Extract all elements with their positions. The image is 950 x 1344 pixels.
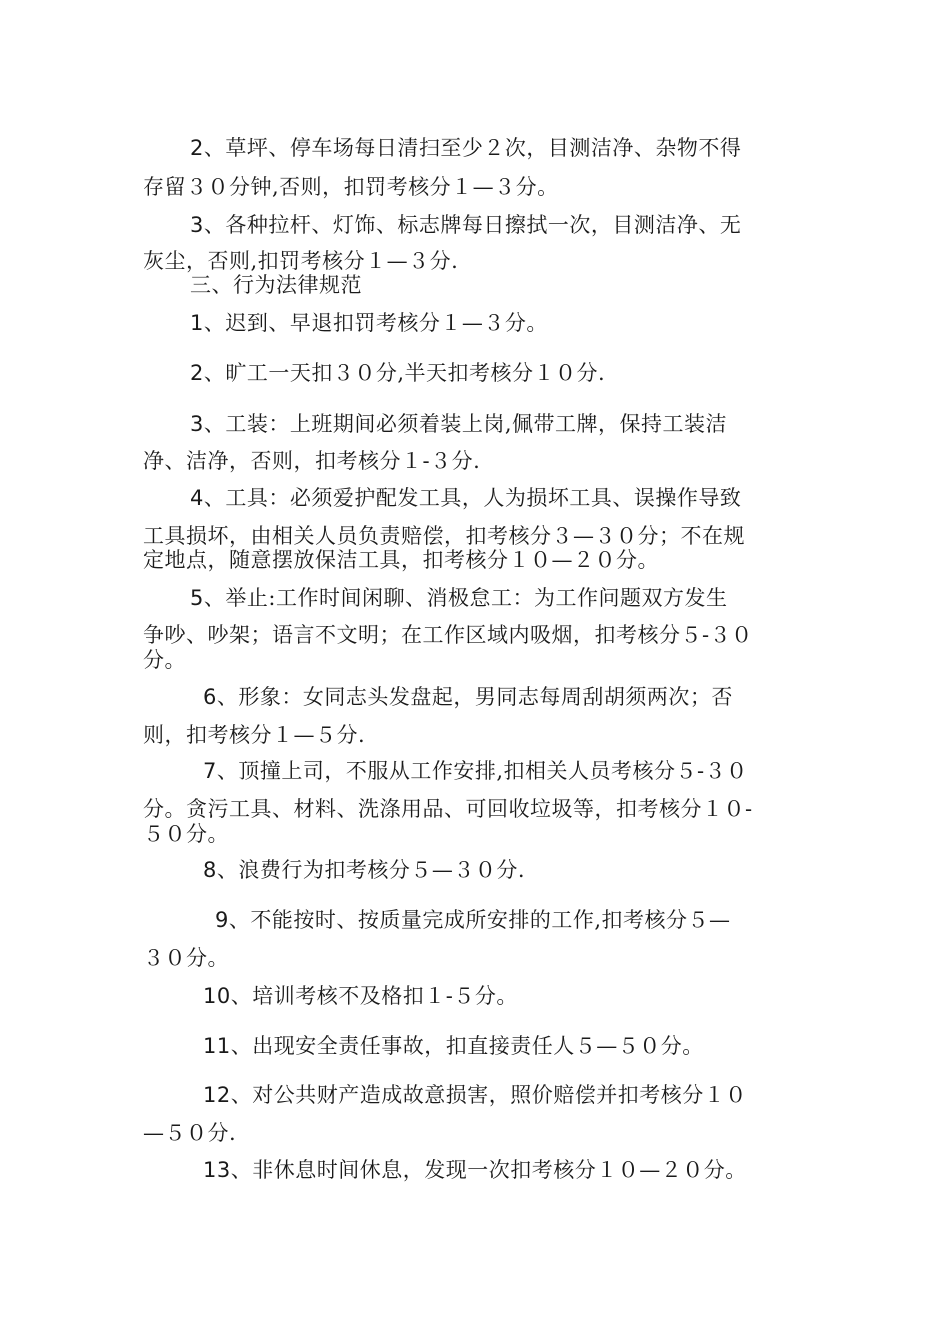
paragraph-continuation-line: ５０分。 [143,822,229,846]
paragraph-continuation-line: 分。 [143,648,186,672]
item-number: 2 [190,361,204,385]
paragraph-first-line [203,1080,747,1110]
item-number: 7 [203,759,217,783]
item-text: 、对公共财产造成故意损害，照价赔偿并扣考核分１０ [230,1083,747,1107]
item-text: 、不能按时、按质量完成所安排的工作,扣考核分５— [228,908,731,932]
item-text: 、工具：必须爱护配发工具，人为损坏工具、误操作导致 [203,486,742,510]
item-text: 、旷工一天扣３０分,半天扣考核分１０分. [203,361,606,385]
section-heading: 三、行为法律规范 [190,273,362,297]
item-number: 3 [190,412,204,436]
paragraph-continuation-line: ３０分。 [143,946,229,970]
paragraph-first-line [203,855,525,885]
paragraph-first-line [190,409,727,439]
item-text: 、非休息时间休息，发现一次扣考核分１０—２０分。 [230,1158,747,1182]
paragraph-first-line [203,1155,747,1185]
paragraph-first-line [203,981,518,1011]
item-text: 、顶撞上司，不服从工作安排,扣相关人员考核分５-３０ [216,759,748,783]
item-number: 5 [190,586,204,610]
paragraph-first-line [190,133,741,163]
paragraph-first-line [190,583,727,613]
paragraph-continuation-line: 灰尘，否则,扣罚考核分１—３分. [143,249,459,273]
item-text: 、举止:工作时间闲聊、消极怠工：为工作问题双方发生 [203,586,728,610]
item-text: 、草坪、停车场每日清扫至少２次，目测洁净、杂物不得 [203,136,742,160]
paragraph-continuation-line: 净、洁净，否则，扣考核分１-３分. [143,449,481,473]
item-text: 、培训考核不及格扣１-５分。 [230,984,518,1008]
paragraph-first-line [203,756,748,786]
item-number: 4 [190,486,204,510]
item-text: 、各种拉杆、灯饰、标志牌每日擦拭一次，目测洁净、无 [203,213,742,237]
paragraph-continuation-line: 则，扣考核分１—５分. [143,723,366,747]
paragraph-continuation-line: 分。贪污工具、材料、洗涤用品、可回收垃圾等，扣考核分１０- [143,797,753,821]
paragraph-continuation-line: 工具损坏，由相关人员负责赔偿，扣考核分３—３０分；不在规 [143,524,745,548]
item-text: 、迟到、早退扣罚考核分１—３分。 [203,311,548,335]
item-text: 、浪费行为扣考核分５—３０分. [216,858,526,882]
item-text: 、工装：上班期间必须着装上岗,佩带工牌，保持工装洁 [203,412,728,436]
paragraph-first-line [215,905,731,935]
paragraph-continuation-line: —５０分. [143,1121,237,1145]
paragraph-first-line [203,1031,704,1061]
paragraph-first-line [190,308,548,338]
item-number: 12 [203,1083,231,1107]
item-text: 、出现安全责任事故，扣直接责任人５—５０分。 [230,1034,704,1058]
item-text: 、形象：女同志头发盘起，男同志每周刮胡须两次；否 [216,685,733,709]
paragraph-continuation-line: 存留３０分钟,否则，扣罚考核分１—３分。 [143,175,559,199]
paragraph-first-line [190,483,741,513]
item-number: 13 [203,1158,231,1182]
paragraph-continuation-line: 争吵、吵架；语言不文明；在工作区域内吸烟，扣考核分５-３０ [143,623,753,647]
item-number: 8 [203,858,217,882]
item-number: 1 [190,311,204,335]
item-number: 3 [190,213,204,237]
paragraph-first-line [190,210,741,240]
paragraph-continuation-line: 定地点，随意摆放保洁工具，扣考核分１０—２０分。 [143,548,659,572]
paragraph-first-line [190,358,605,388]
item-number: 11 [203,1034,231,1058]
item-number: 10 [203,984,231,1008]
item-number: 2 [190,136,204,160]
paragraph-first-line [203,682,733,712]
item-number: 6 [203,685,217,709]
item-number: 9 [215,908,229,932]
